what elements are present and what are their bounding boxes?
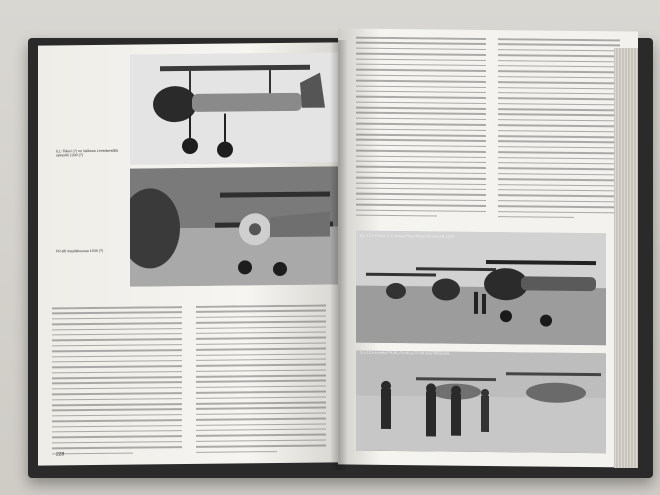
caption-soldiers: LLv 12:n koneita FR-95, FR-96 ja FR-99 Suur-Merijoella. <box>360 350 451 356</box>
photo-squadron-lineup <box>356 231 606 346</box>
right-text-column-2 <box>498 38 620 229</box>
caption-top: ILL-Tiikeri (?) on Valkean Lentokentällä syksyllä 1939 (?) <box>56 148 119 158</box>
page-edges <box>614 48 638 468</box>
right-page <box>338 28 638 467</box>
left-text-column-1 <box>52 306 182 457</box>
left-text-column-2 <box>196 305 326 456</box>
photo-biplane-side <box>130 52 338 164</box>
photo-biplane-field <box>130 166 338 286</box>
book-gutter <box>330 40 348 470</box>
photo-soldiers-and-planes <box>356 351 606 454</box>
caption-lineup: LLv 12:n Fokker C.X -koneet Suur-Merijoella syksyllä 1939. <box>360 233 455 239</box>
caption-middle: FR-88 maaliskuussa 1939 (?) <box>56 248 104 254</box>
left-page <box>38 42 338 465</box>
right-text-column-1 <box>356 37 486 228</box>
page-number: 228 <box>56 451 65 458</box>
